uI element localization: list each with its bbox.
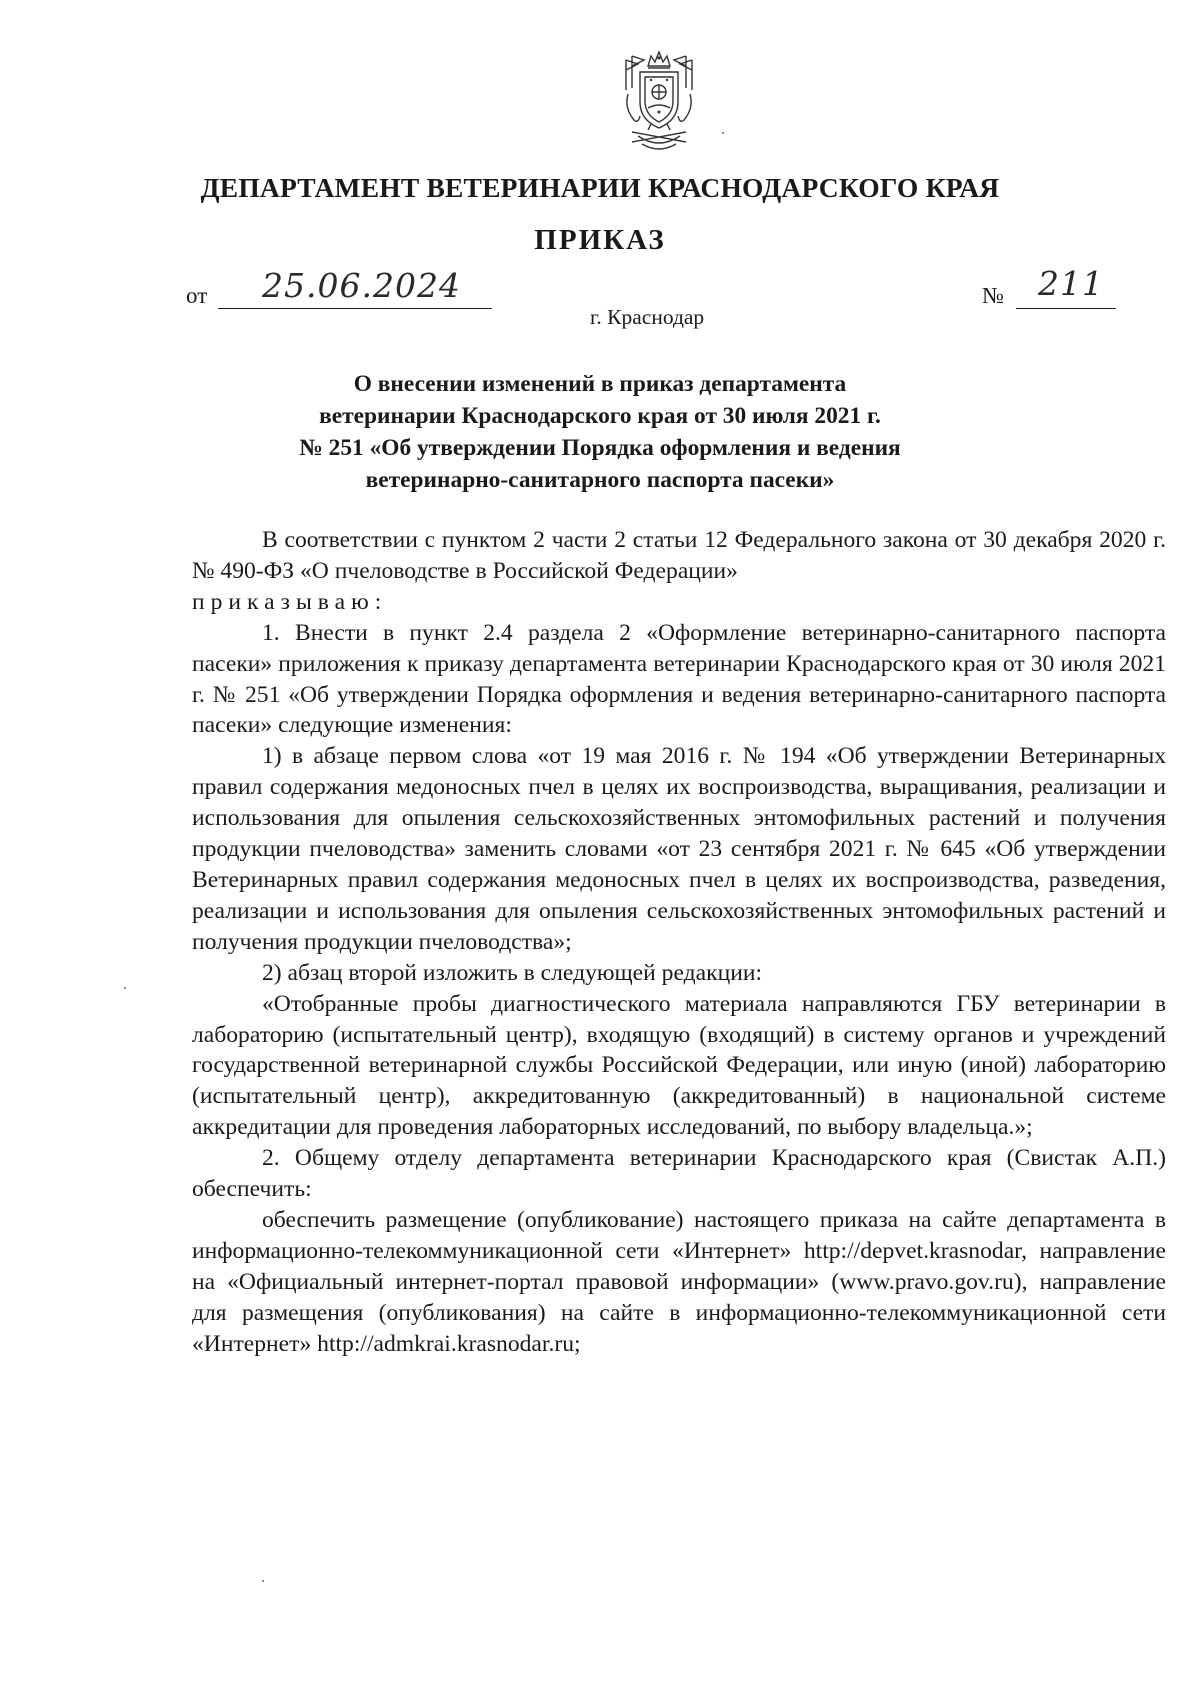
city: г. Краснодар xyxy=(590,305,705,329)
date-label: от xyxy=(186,283,208,308)
subject-line: № 251 «Об утверждении Порядка оформления и ведения xyxy=(299,435,901,461)
number-label: № xyxy=(982,283,1004,308)
scan-speck xyxy=(124,987,126,989)
document-body xyxy=(192,525,1166,1359)
subject-line: ветеринарно-санитарного паспорта пасеки» xyxy=(365,467,835,493)
item-1-2-text-paragraph: «Отобранные пробы диагностического материала направляются ГБУ ветеринарии в лабораторию (испытательный центр), входящую (входящий) в систему органов и учреждений государственной ветеринарной службы Российской Федерации, или иную (иной) лабораторию (испытательный центр), аккредитованную (аккредитованный) в национальной системе аккредитации для проведения лабораторных исследований, по выбору владельца.»; xyxy=(192,990,1166,1141)
scan-speck xyxy=(722,132,724,134)
item-1-paragraph: 1. Внести в пункт 2.4 раздела 2 «Оформление ветеринарно-санитарного паспорта пасеки» приложения к приказу департамента ветеринарии Краснодарского края от 30 июля 2021 г. № 251 «Об утверждении Порядка оформления и ведения ветеринарно-санитарного паспорта пасеки» следующие изменения: xyxy=(192,619,1166,739)
preamble-paragraph: В соответствии с пунктом 2 части 2 статьи 12 Федерального закона от 30 декабря 2020 г. № 490-ФЗ «О пчеловодстве в Российской Федерации» xyxy=(192,527,1166,584)
document-type: ПРИКАЗ xyxy=(534,224,666,256)
date-underline xyxy=(218,308,492,309)
number-underline xyxy=(1016,308,1116,309)
coat-of-arms-emblem xyxy=(618,50,700,154)
subject-line: О внесении изменений в приказ департамента xyxy=(353,371,847,397)
order-word: приказываю: xyxy=(192,588,388,615)
item-2-text-paragraph: обеспечить размещение (опубликование) настоящего приказа на сайте департамента в информационно-телекоммуникационной сети «Интернет» http://depvet.krasnodar, направление на «Официальный интернет-портал правовой информации» (www.pravo.gov.ru), направление для размещения (опубликования) на сайте в информационно-телекоммуникационной сети «Интернет» http://admkrai.krasnodar.ru; xyxy=(192,1206,1166,1357)
item-2-paragraph: 2. Общему отделу департамента ветеринарии Краснодарского края (Свистак А.П.) обеспечить: xyxy=(192,1145,1166,1203)
document-subject xyxy=(0,368,1200,496)
item-1-2-paragraph: 2) абзац второй изложить в следующей редакции: xyxy=(262,959,763,986)
item-1-1-paragraph: 1) в абзаце первом слова «от 19 мая 2016 г. № 194 «Об утверждении Ветеринарных правил содержания медоносных пчел в целях их воспроизводства, выращивания, реализации и использования для опыления сельскохозяйственных энтомофильных растений и получения продукции пчеловодства» заменить словами «от 23 сентября 2021 г. № 645 «Об утверждении Ветеринарных правил содержания медоносных пчел в целях их воспроизводства, разведения, реализации и использования для опыления сельскохозяйственных энтомофильных растений и получения продукции пчеловодства»; xyxy=(192,743,1166,955)
handwritten-date: 25.06.2024 xyxy=(262,266,461,305)
handwritten-number: 211 xyxy=(1038,264,1104,303)
department-name: ДЕПАРТАМЕНТ ВЕТЕРИНАРИИ КРАСНОДАРСКОГО КРАЯ xyxy=(200,172,1000,203)
scan-speck xyxy=(262,1580,264,1582)
subject-line: ветеринарии Краснодарского края от 30 июля 2021 г. xyxy=(319,403,881,429)
